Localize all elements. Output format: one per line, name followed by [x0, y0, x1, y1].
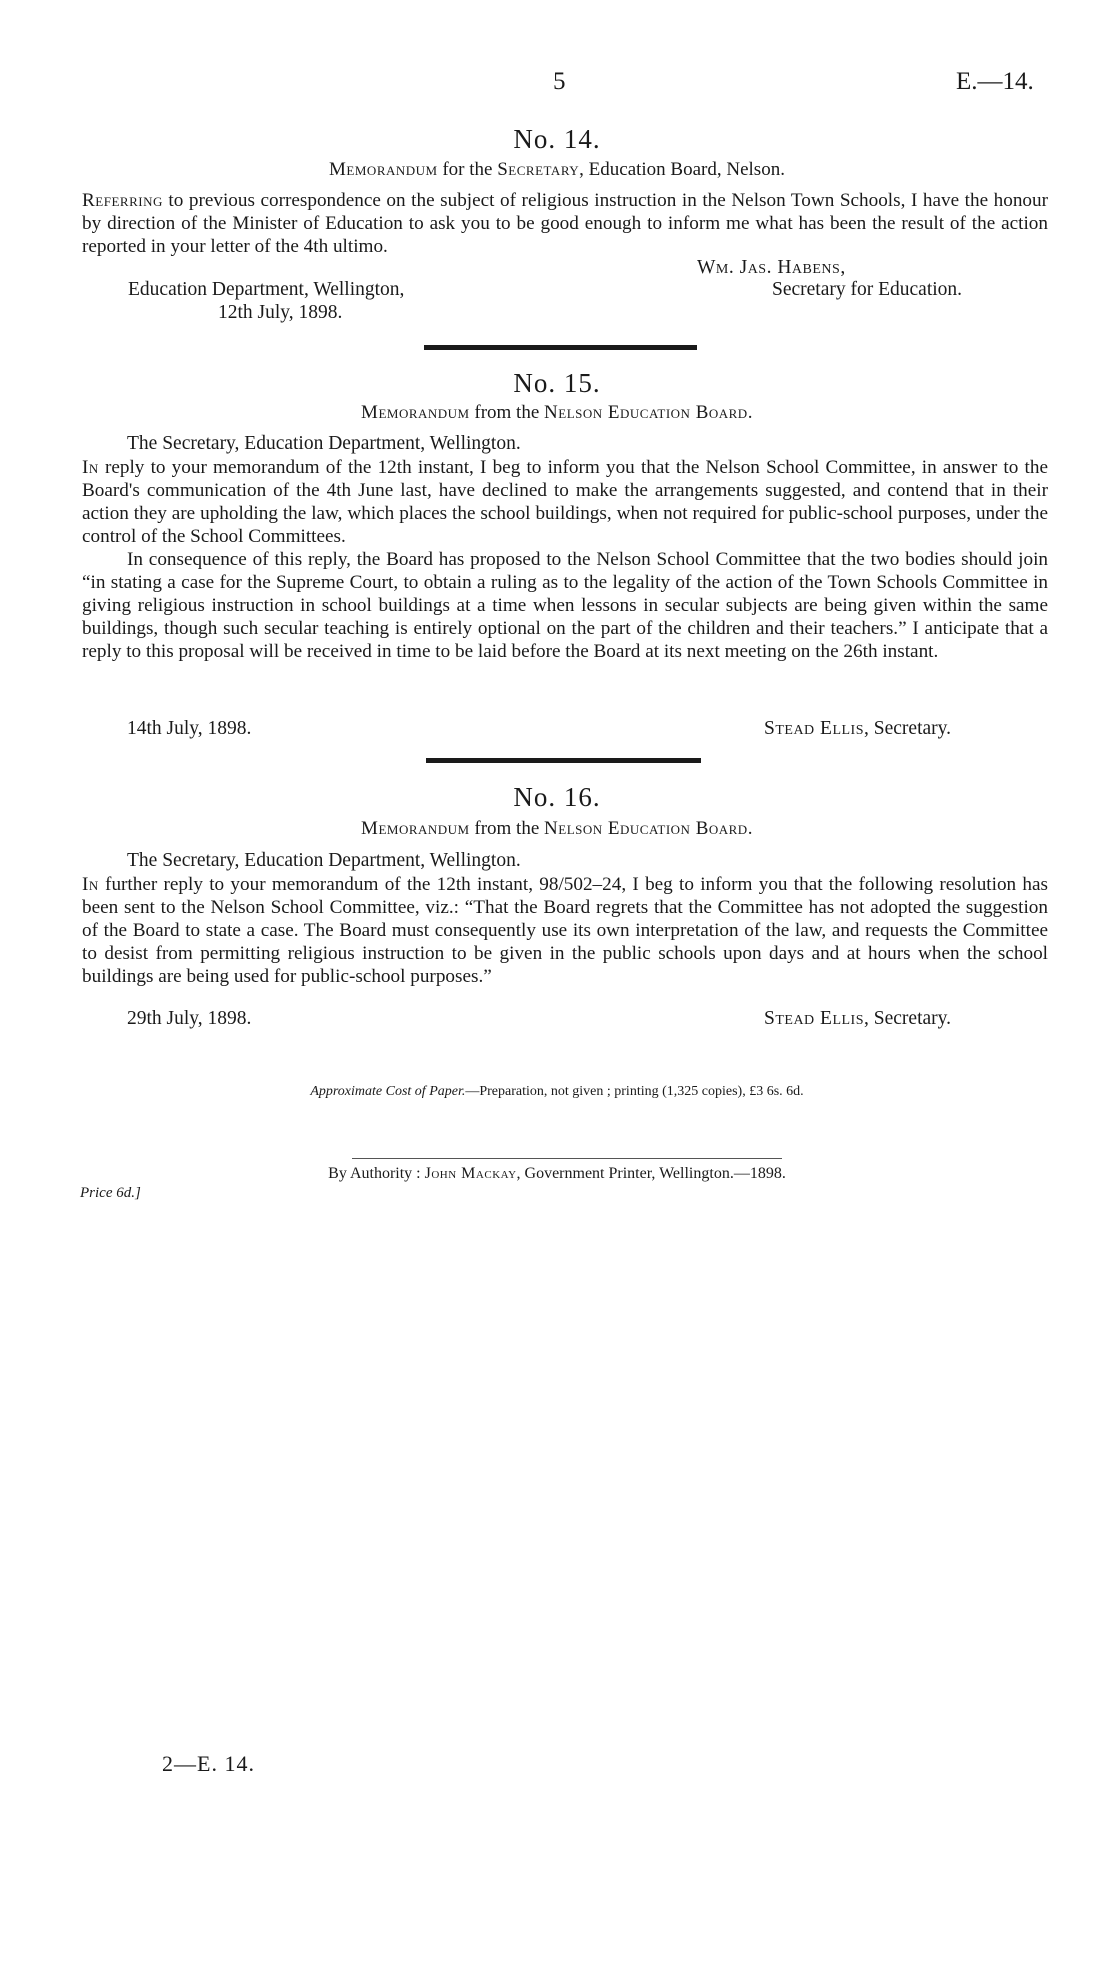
- memo-14-subtitle-mid: for the: [437, 159, 498, 180]
- authority-prefix: By Authority :: [328, 1165, 425, 1182]
- memo-14-lead: Referring: [82, 190, 163, 211]
- memo-16-subtitle-prefix: Memorandum: [361, 818, 470, 839]
- memo-15-signatory-title: , Secretary.: [864, 718, 951, 739]
- memo-14-text: to previous correspondence on the subject of religious instruction in the Nelson Town Schools, I have the honour by direction of the Minister of Education to ask you to be good enough to inform me what has been the result of the action reported in your letter of the 4th ultimo.: [82, 190, 1048, 257]
- memo-14-subtitle: [0, 159, 1114, 181]
- cost-text: —Preparation, not given ; printing (1,325 copies), £3 6s. 6d.: [465, 1084, 804, 1099]
- section-divider: [426, 758, 701, 763]
- memo-15-para-2: In consequence of this reply, the Board has proposed to the Nelson School Committee that the two bodies should join “in stating a case for the Supreme Court, to obtain a ruling as to the legality of the action of the Town Schools Committee in giving religious instruction in school buildings at a time when lessons in secular subjects are being given within the same buildings, though such secular teaching is entirely optional on the part of the children and their teachers.” I anticipate that a reply to this proposal will be received in time to be laid before the Board at its next meeting on the 26th instant.: [82, 549, 1048, 662]
- document-reference: E.—14.: [956, 68, 1034, 95]
- memo-16-signatory: Stead Ellis: [764, 1008, 865, 1029]
- authority-suffix: , Government Printer, Wellington.—1898.: [516, 1165, 786, 1182]
- authority-name: John Mackay: [424, 1165, 517, 1182]
- memo-16-subtitle: [0, 818, 1114, 840]
- memo-14-place: Education Department, Wellington,: [128, 279, 405, 300]
- printer-imprint: [0, 1165, 1114, 1183]
- page-number: 5: [553, 68, 566, 95]
- memo-14-subtitle-suffix: , Education Board, Nelson.: [579, 159, 785, 180]
- memo-15-signature: [764, 718, 951, 740]
- memo-15-subtitle-sc: Nelson Education Board.: [544, 402, 753, 423]
- memo-16-addressee: The Secretary, Education Department, Wellington.: [127, 850, 521, 871]
- memo-16-signature: [764, 1008, 951, 1030]
- memo-15-lead: In: [82, 457, 99, 478]
- memo-16-title: No. 16.: [513, 782, 601, 812]
- memo-15-subtitle-mid: from the: [469, 402, 545, 423]
- cost-label: Approximate Cost of Paper.: [310, 1084, 466, 1099]
- memo-16-para-1: further reply to your memorandum of the 12th instant, 98/502–24, I beg to inform you that the following resolution has been sent to the Nelson School Committee, viz.: “That the Board regrets that the Committee has not adopted the suggestion of the Board to state a case. The Board must consequently use its own interpretation of the law, and requests the Committee to desist from permitting religious instruction to be given in the public schools upon days and at hours when the school buildings are being used for public-school purposes.”: [82, 874, 1048, 987]
- footer-rule: [352, 1158, 782, 1159]
- memo-15-subtitle-prefix: Memorandum: [361, 402, 470, 423]
- memo-15-para-1: reply to your memorandum of the 12th instant, I beg to inform you that the Nelson School Committee, in answer to the Board's communication of the 4th June last, have declined to make the arrangements suggested, and contend that in their action they are upholding the law, which places the school buildings, when not required for public-school purposes, under the control of the School Committees.: [82, 457, 1048, 547]
- memo-14-signatory: Wm. Jas. Habens,: [697, 257, 846, 278]
- memo-15-signatory: Stead Ellis: [764, 718, 865, 739]
- memo-16-signatory-title: , Secretary.: [864, 1008, 951, 1029]
- memo-16-subtitle-mid: from the: [469, 818, 545, 839]
- memo-14-title: No. 14.: [513, 124, 601, 154]
- memo-14-subtitle-prefix: Memorandum: [329, 159, 438, 180]
- price-note: Price 6d.]: [80, 1185, 141, 1201]
- memo-16-body: [82, 873, 1048, 988]
- memo-16-subtitle-sc: Nelson Education Board.: [544, 818, 753, 839]
- memo-15-addressee: The Secretary, Education Department, Wellington.: [127, 433, 521, 454]
- memo-15-subtitle: [0, 402, 1114, 424]
- memo-14-signatory-title: Secretary for Education.: [772, 279, 963, 300]
- signature-mark: 2—E. 14.: [162, 1751, 255, 1776]
- memo-15-title: No. 15.: [513, 368, 601, 398]
- memo-14-subtitle-sc: Secretary: [497, 159, 580, 180]
- memo-14-body: [82, 189, 1048, 258]
- section-divider: [424, 345, 697, 350]
- memo-16-lead: In: [82, 874, 99, 895]
- memo-15-body: [82, 456, 1048, 663]
- memo-14-date: 12th July, 1898.: [218, 302, 343, 323]
- memo-16-date: 29th July, 1898.: [127, 1008, 252, 1029]
- memo-15-date: 14th July, 1898.: [127, 718, 252, 739]
- cost-of-paper-note: [0, 1084, 1114, 1100]
